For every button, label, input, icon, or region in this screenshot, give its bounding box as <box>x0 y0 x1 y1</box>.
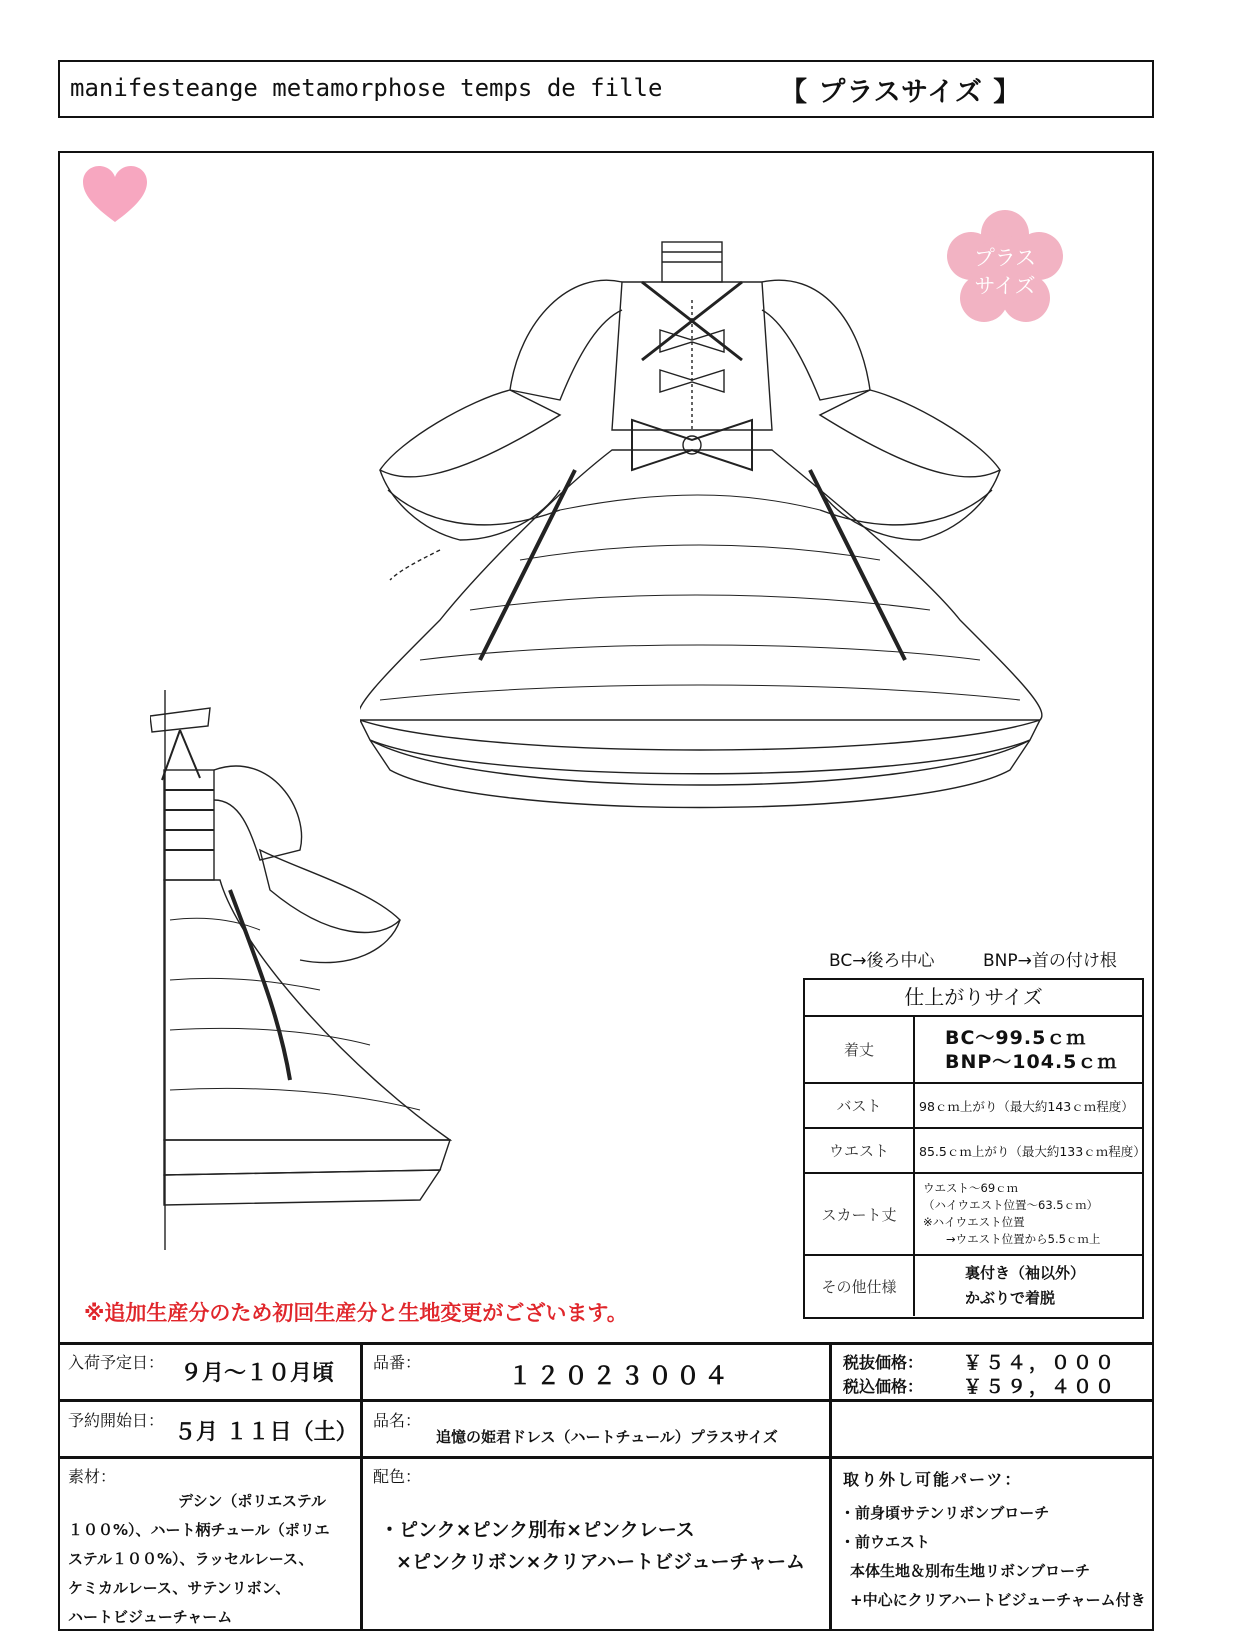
badge-line2: サイズ <box>974 274 1036 298</box>
size-row-length <box>805 1017 1142 1084</box>
size-value: ウエスト～69ｃｍ <box>923 1181 1019 1195</box>
color-line: ・ピンク×ピンク別布×ピンクレース <box>380 1519 695 1541</box>
material-line: ケミカルレース、サテンリボン、 <box>68 1579 291 1597</box>
size-value: ※ハイウエスト位置 <box>923 1215 1025 1229</box>
size-value: かぶりで着脱 <box>965 1289 1056 1307</box>
product-number-value: １２０２３００４ <box>508 1362 732 1390</box>
parts-label: 取り外し可能パーツ： <box>843 1470 1023 1489</box>
size-table-title: 仕上がりサイズ <box>805 980 1142 1017</box>
size-value: →ウエスト位置から5.5ｃｍ上 <box>923 1232 1101 1246</box>
size-row-bust <box>805 1084 1142 1129</box>
price-in-label: 税込価格： <box>843 1377 924 1396</box>
size-value: （ハイウエスト位置～63.5ｃｍ） <box>923 1198 1099 1212</box>
material-line: １００%）、ハート柄チュール（ポリエ <box>68 1521 330 1539</box>
size-label: バスト <box>805 1084 915 1127</box>
title-bar <box>58 60 1154 118</box>
price-ex-label: 税抜価格： <box>843 1353 924 1372</box>
dress-front-illustration <box>360 240 1050 830</box>
parts-line: +中心にクリアハートビジューチャーム付き <box>850 1591 1146 1609</box>
product-info-grid <box>58 1342 1154 1631</box>
size-row-skirt <box>805 1174 1142 1256</box>
reserve-value: ５月 １１日（土） <box>174 1420 358 1445</box>
product-name-value: 追憶の姫君ドレス（ハートチュール）プラスサイズ <box>436 1428 778 1446</box>
arrival-label: 入荷予定日： <box>68 1353 165 1372</box>
size-row-waist <box>805 1129 1146 1174</box>
parts-line: ・前ウエスト <box>840 1533 931 1551</box>
material-label: 素材： <box>68 1467 117 1486</box>
badge-line1: プラス <box>973 246 1037 270</box>
product-name-label: 品名： <box>373 1411 422 1430</box>
size-label: 着丈 <box>805 1017 915 1082</box>
size-label: スカート丈 <box>805 1174 915 1254</box>
size-category-title: 【 プラスサイズ 】 <box>780 77 1022 108</box>
dress-side-illustration <box>150 690 460 1250</box>
size-row-other <box>805 1256 1142 1316</box>
product-number-label: 品番： <box>373 1353 422 1372</box>
size-value: 98ｃｍ上がり（最大約143ｃｍ程度） <box>919 1098 1134 1114</box>
reserve-label: 予約開始日： <box>68 1411 165 1430</box>
size-label: その他仕様 <box>805 1256 915 1316</box>
material-line: ハートビジューチャーム <box>68 1608 233 1626</box>
material-line: デシン（ポリエステル <box>178 1492 326 1510</box>
color-label: 配色： <box>373 1467 422 1486</box>
size-value: BC～99.5ｃｍ <box>945 1026 1087 1049</box>
size-value: BNP～104.5ｃｍ <box>945 1050 1118 1073</box>
heart-icon <box>83 166 147 224</box>
parts-line: 本体生地＆別布生地リボンブローチ <box>850 1562 1091 1580</box>
size-table <box>803 978 1144 1319</box>
color-line: ×ピンクリボン×クリアハートビジューチャーム <box>396 1551 805 1573</box>
size-value: 裏付き（袖以外） <box>965 1264 1086 1282</box>
price-in-value: ￥５９，４００ <box>963 1376 1118 1398</box>
arrival-value: ９月～１０月頃 <box>180 1361 335 1386</box>
size-value: 85.5ｃｍ上がり（最大約133ｃｍ程度） <box>919 1143 1146 1159</box>
parts-line: ・前身頃サテンリボンブローチ <box>840 1504 1050 1522</box>
material-line: ステル１００%）、ラッセルレース、 <box>68 1550 314 1568</box>
brand-title: manifesteange metamorphose temps de fille <box>70 74 663 102</box>
legend-bc: BC→後ろ中心 <box>829 951 935 971</box>
notice-text: ※追加生産分のため初回生産分と生地変更がございます。 <box>84 1301 628 1325</box>
price-ex-value: ￥５４，０００ <box>963 1352 1118 1374</box>
legend-bnp: BNP→首の付け根 <box>983 951 1117 971</box>
size-label: ウエスト <box>805 1129 915 1172</box>
